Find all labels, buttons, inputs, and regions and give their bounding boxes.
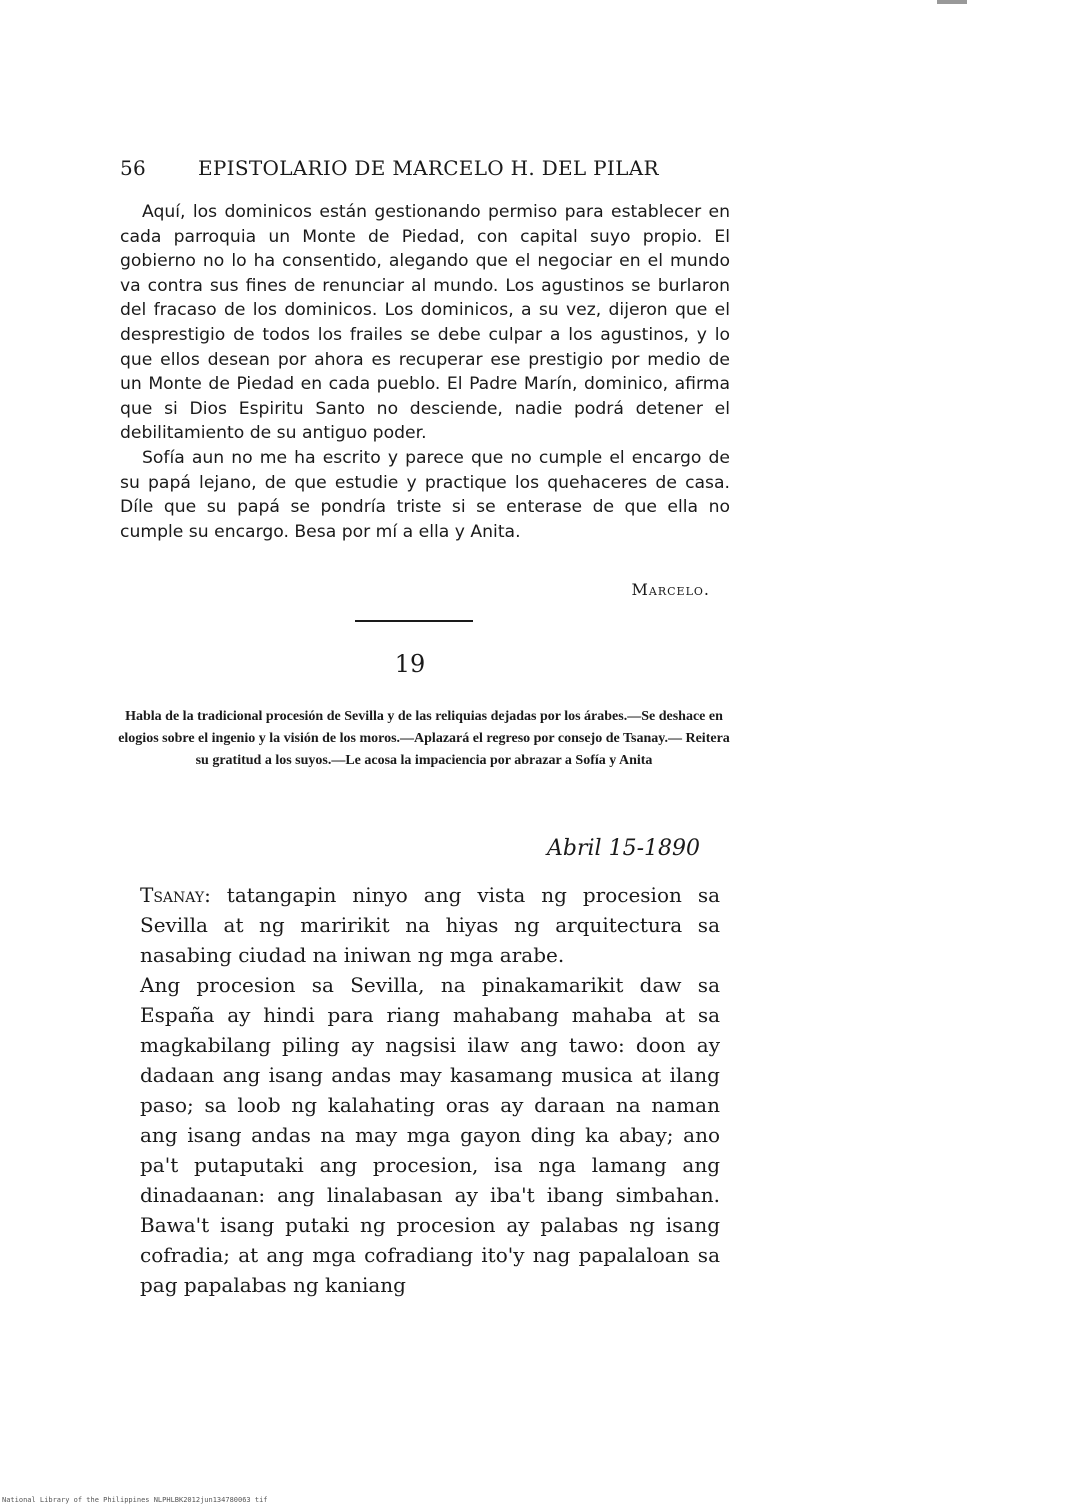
signature: Marcelo.: [631, 580, 710, 599]
tagalog-paragraph-1: [140, 880, 720, 970]
running-header: [120, 156, 740, 180]
salutation: Tsanay:: [140, 883, 211, 907]
tagalog-letter-body: [140, 880, 720, 1300]
tagalog-paragraph-1-text: tatangapin ninyo ang vista ng procesion sa Sevilla at ng maririkit na hiyas ng arquitectura sa nasabing ciudad na iniwan ng mga arabe.: [140, 883, 720, 967]
letter-date: Abril 15-1890: [547, 836, 700, 861]
tagalog-paragraph-2: Ang procesion sa Sevilla, na pinakamarikit daw sa España ay hindi para riang mahabang mahaba at sa magkabilang piling ay nagsisi ilaw ang tawo: doon ay dadaan ang isang andas may kasamang musica at ilang paso; sa loob ng kalahating oras ay daraan na naman ang isang andas na may mga gayon ding ka abay; ano pa't putaputaki ang procesion, isa nga lamang ang dinadaanan: ang linalabasan ay iba't ibang simbahan. Bawa't isang putaki ng procesion ay palabas ng isang cofradia; at ang mga cofradiang ito'y nag papalaloan sa pag papalabas ng kaniang: [140, 973, 720, 1297]
spanish-letter-body: [120, 200, 730, 544]
running-title: EPISTOLARIO DE MARCELO H. DEL PILAR: [198, 156, 659, 180]
letter-summary: Habla de la tradicional procesión de Sevilla y de las reliquias dejadas por los árabes.—Se deshace en elogios sobre el ingenio y la visión de los moros.—Aplazará el regreso por consejo de Tsanay.— Reitera su gratitud a los suyos.—Le acosa la impaciencia por abrazar a Sofía y Anita: [118, 709, 730, 768]
section-divider: [355, 620, 473, 622]
letter-number: 19: [394, 650, 426, 678]
page-number: 56: [120, 156, 147, 180]
spanish-paragraph-1: Aquí, los dominicos están gestionando permiso para establecer en cada parroquia un Monte de Piedad, con capital suyo propio. El gobierno no lo ha consentido, alegando que el negociar en el mundo va contra sus fines de renunciar al mundo. Los agustinos se burlaron del fracaso de los dominicos. Los dominicos, a su vez, dijeron que el desprestigio de todos los frailes se debe culpar a los agustinos, y lo que ellos desean por ahora es recuperar ese prestigio por medio de un Monte de Piedad en cada pueblo. El Padre Marín, dominico, afirma que si Dios Espiritu Santo no desciende, nadie podrá detener el debilitamiento de su antiguo poder.: [120, 202, 730, 444]
scan-artifact: [937, 0, 967, 4]
spanish-paragraph-2: Sofía aun no me ha escrito y parece que no cumple el encargo de su papá lejano, de que estudie y practique los quehaceres de casa. Díle que su papá se pondría triste si se enterase de que ella no cumple su encargo. Besa por mí a ella y Anita.: [120, 447, 730, 542]
scan-footer: National Library of the Philippines NLPHLBK2012jun134780063 tif: [2, 1496, 268, 1504]
